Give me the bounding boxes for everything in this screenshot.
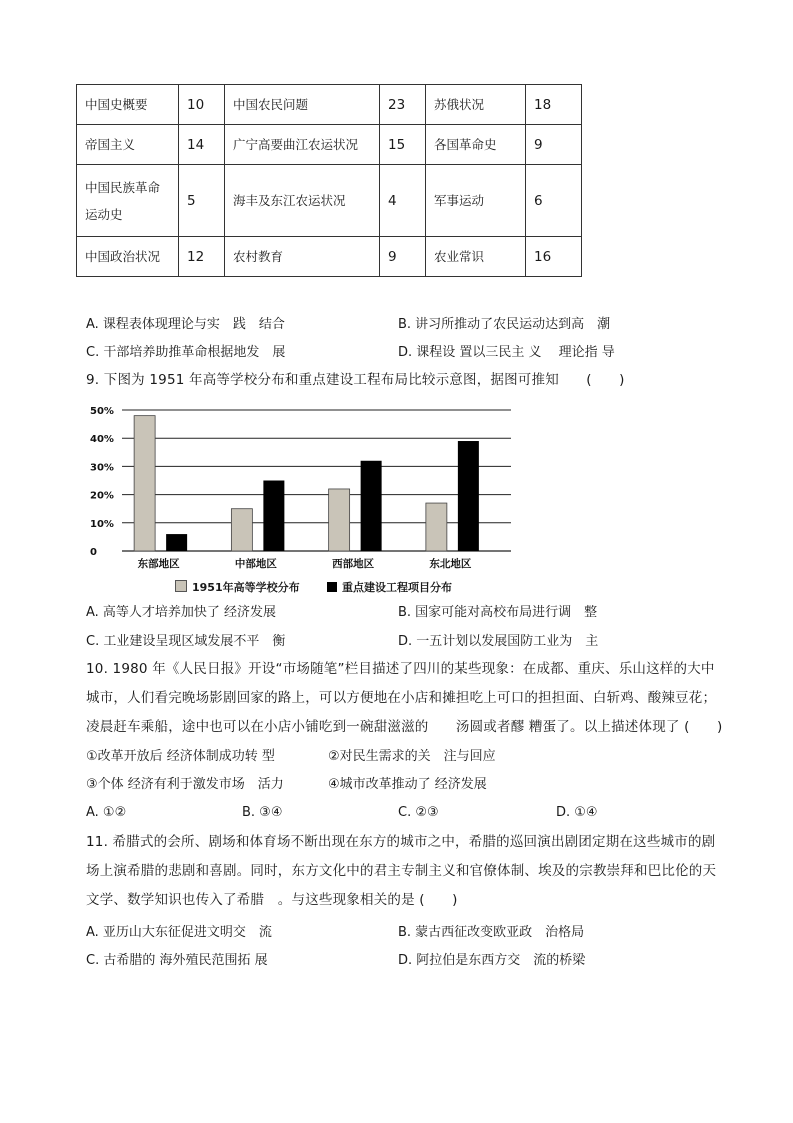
course-cell: 海丰及东江农运状况 xyxy=(225,165,380,237)
course-cell: 农业常识 xyxy=(426,237,526,277)
hours-cell: 18 xyxy=(526,85,582,125)
bar-chart-svg xyxy=(88,398,518,578)
course-cell: 中国政治状况 xyxy=(77,237,179,277)
x-tick-label: 西部地区 xyxy=(332,558,375,570)
x-tick-label: 东部地区 xyxy=(137,558,180,570)
q9-stem: 9. 下图为 1951 年高等学校分布和重点建设工程布局比较示意图，据图可推知 ( ) xyxy=(86,372,625,388)
bar-universities xyxy=(134,416,155,551)
q11-stem: 11. 希腊式的会所、剧场和体育场不断出现在东方的城市之中，希腊的巡回演出剧团定期在这些城市的剧场上演希腊的悲剧和喜剧。同时，东方文化中的君主专制主义和官僚体制、埃及的宗教崇拜和巴比伦的天文学、数学知识也传入了希腊 。与这些现象相关的是 ( ) xyxy=(86,834,717,908)
q10-statement-2: ②对民生需求的关 注与回应 xyxy=(328,749,496,764)
q10-statement-1: ①改革开放后 经济体制成功转 型 xyxy=(86,749,275,764)
y-tick-label: 20% xyxy=(90,490,114,502)
y-tick-label: 0 xyxy=(90,547,97,558)
hours-cell: 12 xyxy=(179,237,225,277)
bar-universities xyxy=(426,503,447,551)
q8-option-a[interactable]: A. 课程表体现理论与实 践 结合 xyxy=(86,317,285,332)
hours-cell: 4 xyxy=(380,165,426,237)
course-cell: 广宁高要曲江农运状况 xyxy=(225,125,380,165)
legend-swatch-gray xyxy=(175,580,187,592)
table-row xyxy=(77,85,582,125)
x-tick-label: 中部地区 xyxy=(234,558,277,570)
q10-option-c[interactable]: C. ②③ xyxy=(398,805,439,820)
y-tick-label: 50% xyxy=(90,406,114,417)
q11-option-c[interactable]: C. 古希腊的 海外殖民范围拓 展 xyxy=(86,953,268,968)
q10-stem: 10. 1980 年《人民日报》开设“市场随笔”栏目描述了四川的某些现象：在成都、重庆、乐山这样的大中城市，人们看完晚场影剧回家的路上，可以方便地在小店和摊担吃上可口的担担面、白斩鸡、酸辣豆花；凌晨赶车乘船，途中也可以在小店小铺吃到一碗甜滋滋的 汤圆或者醪 糟蛋了。以上描述体现了 ( ) xyxy=(86,661,723,735)
legend-label: 重点建设工程项目分布 xyxy=(342,581,452,594)
course-cell: 帝国主义 xyxy=(77,125,179,165)
course-cell: 苏俄状况 xyxy=(426,85,526,125)
course-cell: 农村教育 xyxy=(225,237,380,277)
course-cell: 军事运动 xyxy=(426,165,526,237)
q9-option-b[interactable]: B. 国家可能对高校布局进行调 整 xyxy=(398,605,598,620)
hours-cell: 6 xyxy=(526,165,582,237)
q10-statement-4: ④城市改革推动了 经济发展 xyxy=(328,777,487,792)
hours-cell: 15 xyxy=(380,125,426,165)
course-cell: 中国农民问题 xyxy=(225,85,380,125)
q9-option-c[interactable]: C. 工业建设呈现区域发展不平 衡 xyxy=(86,634,286,649)
course-cell: 中国史概要 xyxy=(77,85,179,125)
q8-option-b[interactable]: B. 讲习所推动了农民运动达到高 潮 xyxy=(398,317,611,332)
bar-projects xyxy=(458,441,479,551)
y-tick-label: 30% xyxy=(90,462,114,474)
q10-option-a[interactable]: A. ①② xyxy=(86,805,127,820)
q8-option-c[interactable]: C. 干部培养助推革命根据地发 展 xyxy=(86,345,286,360)
bar-chart xyxy=(88,398,518,598)
bar-universities xyxy=(329,489,350,551)
hours-cell: 10 xyxy=(179,85,225,125)
y-tick-label: 10% xyxy=(90,518,114,530)
bar-projects xyxy=(361,461,382,551)
q10-option-b[interactable]: B. ③④ xyxy=(242,805,283,820)
hours-cell: 9 xyxy=(380,237,426,277)
hours-cell: 23 xyxy=(380,85,426,125)
hours-cell: 5 xyxy=(179,165,225,237)
x-tick-label: 东北地区 xyxy=(429,558,472,570)
q9-option-d[interactable]: D. 一五计划以发展国防工业为 主 xyxy=(398,634,599,649)
course-table xyxy=(76,84,582,277)
legend-item-universities xyxy=(175,579,300,595)
y-tick-label: 40% xyxy=(90,434,114,446)
bar-projects xyxy=(263,481,284,552)
legend-item-projects xyxy=(327,579,452,595)
q10-option-d[interactable]: D. ①④ xyxy=(556,805,598,820)
hours-cell: 16 xyxy=(526,237,582,277)
table-row xyxy=(77,237,582,277)
hours-cell: 14 xyxy=(179,125,225,165)
q8-option-d[interactable]: D. 课程设 置以三民主 义 理论指 导 xyxy=(398,345,615,360)
q11-option-b[interactable]: B. 蒙古西征改变欧亚政 治格局 xyxy=(398,925,585,940)
bar-universities xyxy=(231,509,252,551)
q11-option-a[interactable]: A. 亚历山大东征促进文明交 流 xyxy=(86,925,272,940)
q9-option-a[interactable]: A. 高等人才培养加快了 经济发展 xyxy=(86,605,277,620)
hours-cell: 9 xyxy=(526,125,582,165)
q11-option-d[interactable]: D. 阿拉伯是东西方交 流的桥梁 xyxy=(398,953,586,968)
table-row xyxy=(77,125,582,165)
bar-projects xyxy=(166,534,187,551)
q10-statement-3: ③个体 经济有利于激发市场 活力 xyxy=(86,777,284,792)
legend-swatch-black xyxy=(327,582,337,592)
course-cell: 中国民族革命运动史 xyxy=(77,165,179,237)
table-row xyxy=(77,165,582,237)
legend-label: 1951年高等学校分布 xyxy=(192,581,300,594)
course-cell: 各国革命史 xyxy=(426,125,526,165)
